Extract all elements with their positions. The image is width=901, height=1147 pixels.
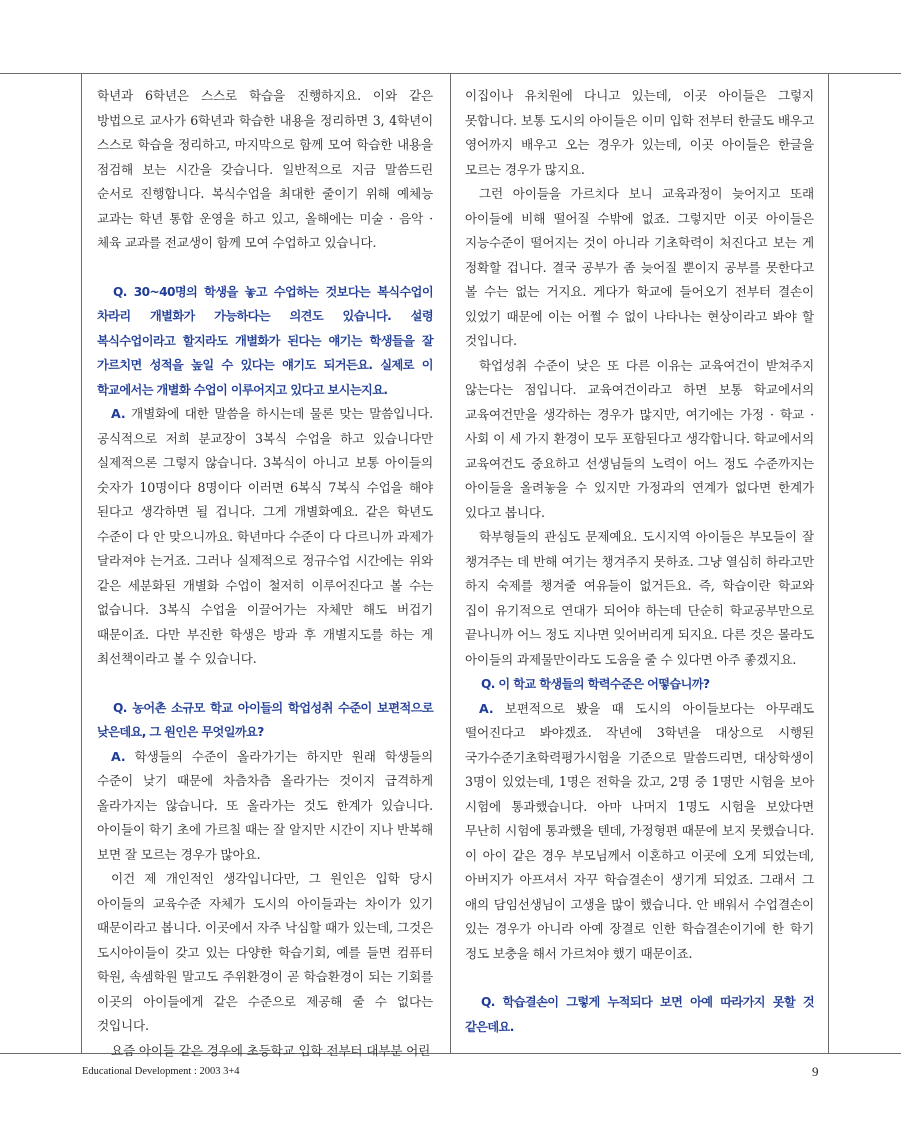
right-column: [465, 84, 814, 1039]
paragraph: 학업성취 수준이 낮은 또 다른 이유는 교육여건이 받쳐주지 않는다는 점입니다. 교육여건이라고 하면 보통 학교에서의 교육여건만을 생각하는 경우가 많지만, 여기에는 가정 · 학교 · 사회 이 세 가지 환경이 모두 포함된다고 생각합니다. 학교에서의 교육여건도 중요하고 선생님들의 노력이 어느 정도 수준까지는 아이들을 올려놓을 수 있지만 가정과의 연계가 없다면 한계가 있다고 봅니다.: [465, 357, 814, 520]
answer-label: A.: [111, 406, 126, 421]
paragraph: 요즘 아이들 같은 경우에 초등학교 입학 전부터 대부분 어린: [111, 1042, 431, 1058]
question: Q. 농어촌 소규모 학교 아이들의 학업성취 수준이 보편적으로 낮은데요, 그 원인은 무엇일까요?: [97, 700, 433, 739]
left-column: [97, 84, 433, 1063]
paragraph: 그런 아이들을 가르치다 보니 교육과정이 늦어지고 또래 아이들에 비해 떨어질 수밖에 없죠. 그렇지만 이곳 아이들은 지능수준이 떨어지는 것이 아니라 기초학력이 처진다고 보는 게 정확할 겁니다. 결국 공부가 좀 늦어질 뿐이지 공부를 못한다고 볼 수는 없는 거지요. 게다가 학교에 들어오기 전부터 결손이 있었기 때문에 이는 어쩔 수 없이 나타나는 현상이라고 봐야 할 것입니다.: [465, 186, 814, 348]
answer: [97, 745, 433, 868]
question: Q. 30~40명의 학생을 놓고 수업하는 것보다는 복식수업이 차라리 개별화가 가능하다는 의견도 있습니다. 설령 복식수업이라고 할지라도 개별화가 된다는 얘기는 학생들을 잘 가르치면 성적을 높일 수 있다는 얘기도 되거든요. 실제로 이 학교에서는 개별화 수업이 이루어지고 있다고 보시는지요.: [97, 284, 433, 397]
answer-label: A.: [111, 748, 126, 764]
page-number: 9: [812, 1064, 819, 1079]
paragraph: 학부형들의 관심도 문제예요. 도시지역 아이들은 부모들이 잘 챙겨주는 데 반해 여기는 챙겨주지 못하죠. 그냥 열심히 하라고만 하지 숙제를 챙겨줄 여유들이 없거든요. 즉, 학습이란 학교와 집이 유기적으로 연대가 되어야 하는데 단순히 학교공부만으로 끝나니까 어느 정도 지나면 잊어버리게 되지요. 다른 것은 몰라도 아이들의 과제물만이라도 도움을 줄 수 있다면 아주 좋겠지요.: [465, 529, 814, 667]
answer-text: 학생들의 수준이 올라가기는 하지만 원래 학생들의 수준이 낮기 때문에 차츰차츰 올라가는 것이지 급격하게 올라가지는 않습니다. 또 올라가는 것도 한계가 있습니다. 아이들이 학기 초에 가르칠 때는 잘 알지만 시간이 지나 반복해 보면 잘 모르는 경우가 많아요.: [97, 748, 433, 862]
answer-text: 보편적으로 봤을 때 도시의 아이들보다는 아무래도 떨어진다고 봐야겠죠. 작년에 3학년을 대상으로 시행된 국가수준기초학력평가시험을 기준으로 말씀드리면, 대상학생이 3명이 있었는데, 1명은 전학을 갔고, 2명 중 1명만 시험을 보아 시험에 통과했습니다. 아마 나머지 1명도 시험을 보았다면 무난히 시험에 통과했을 텐데, 가정형편 때문에 보지 못했습니다. 이 아이 같은 경우 부모님께서 이혼하고 이곳에 오게 되었는데, 아버지가 아프셔서 자꾸 학습결손이 생기게 되었죠. 그래서 그 애의 담임선생님이 고생을 많이 했습니다. 안 배워서 수업결손이 있는 경우가 아니라 아예 장결로 인한 학습결손이기에 한 학기 정도 보충을 해서 가르쳐야 했기 때문이죠.: [465, 700, 814, 961]
footer-journal-title: Educational Development : 2003 3+4: [82, 1066, 240, 1077]
paragraph: 이집이나 유치원에 다니고 있는데, 이곳 아이들은 그렇지 못합니다. 보통 도시의 아이들은 이미 입학 전부터 한글도 배우고 영어까지 배우고 오는 경우가 있는데, 이곳 아이들은 한글을 모르는 경우가 많지요.: [465, 88, 814, 177]
left-margin-rule: [81, 74, 82, 1053]
right-margin-rule: [828, 74, 829, 1053]
paragraph: 학년과 6학년은 스스로 학습을 진행하지요. 이와 같은 방법으로 교사가 6학년과 학습한 내용을 정리하면 3, 4학년이 스스로 학습을 정리하고, 마지막으로 함께 모여 학습한 내용을 점검해 보는 시간을 갖습니다. 일반적으로 지금 말씀드린 순서로 진행합니다. 복식수업을 최대한 줄이기 위해 예체능 교과는 학년 통합 운영을 하고 있고, 올해에는 미술 · 음악 · 체육 교과를 전교생이 함께 모여 수업하고 있습니다.: [97, 88, 433, 250]
answer-label: A.: [479, 700, 494, 716]
answer: [97, 402, 433, 672]
paragraph: 이건 제 개인적인 생각입니다만, 그 원인은 입학 당시 아이들의 교육수준 자체가 도시의 아이들과는 차이가 있기 때문이라고 봅니다. 이곳에서 자주 낙심할 때가 있는데, 그것은 도시아이들이 갖고 있는 다양한 학습기회, 예를 들면 컴퓨터 학원, 속셈학원 말고도 주위환경이 곧 학습환경이 되는 기회를 이곳의 아이들에게 같은 수준으로 제공해 줄 수 없다는 것입니다.: [97, 871, 433, 1033]
question: Q. 이 학교 학생들의 학력수준은 어떻습니까?: [481, 677, 710, 691]
answer-text: 개별화에 대한 말씀을 하시는데 물론 맞는 말씀입니다. 공식적으로 저희 분교장이 3복식 수업을 하고 있습니다만 실제적으론 그렇지 않습니다. 3복식이 아니고 보통 아이들의 숫자가 10명이다 8명이다 이러면 6복식 7복식 수업을 해야 된다고 생각하면 될 겁니다. 그게 개별화예요. 같은 학년도 수준이 다 안 맞으니까요. 학년마다 수준이 다 다르니까 과제가 달라져야 는거죠. 그러나 실제적으로 정규수업 시간에는 위와 같은 세분화된 개별화 수업이 철저히 이루어진다고 볼 수는 없습니다. 3복식 수업을 이끌어가는 자체만 해도 버겁기 때문이죠. 다만 부진한 학생은 방과 후 개별지도를 하는 게 최선책이라고 볼 수 있습니다.: [97, 406, 433, 666]
answer: [465, 697, 814, 967]
column-divider: [450, 74, 451, 1053]
question: Q. 학습결손이 그렇게 누적되다 보면 아예 따라가지 못할 것 같은데요.: [465, 995, 814, 1034]
